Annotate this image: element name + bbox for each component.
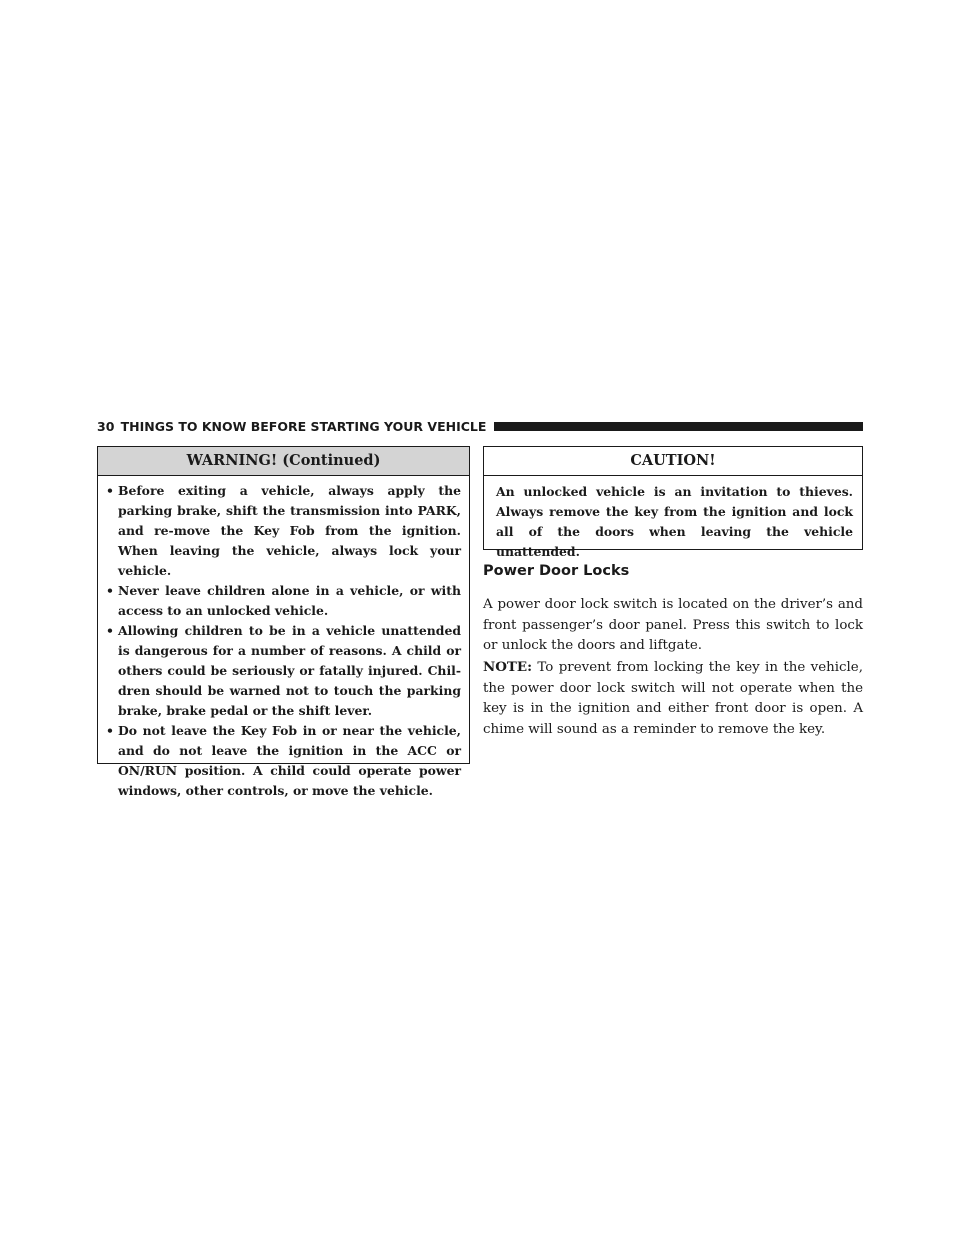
warning-list: [98, 476, 469, 801]
warning-box: [97, 446, 470, 798]
bullet-icon: •: [106, 583, 114, 598]
body-paragraph: A power door lock switch is located on the driver’s and front passenger’s door panel. Press this switch to lock or unlock the doors and liftgate.: [483, 597, 863, 653]
bullet-icon: •: [106, 483, 114, 498]
header-rule: [494, 422, 863, 431]
section-title: Power Door Locks: [483, 563, 630, 579]
note-paragraph: [483, 657, 863, 740]
warning-item: [106, 721, 461, 801]
page-number: 30: [97, 418, 115, 434]
warning-item-text: Allowing children to be in a vehicle unattended is dangerous for a number of reasons. A child or others could be seriously or fatally injured. Chil-dren should be warned not to touch the parking brake, brake pedal or the shift lever.: [118, 623, 461, 718]
chapter-title: THINGS TO KNOW BEFORE STARTING YOUR VEHICLE: [120, 418, 487, 434]
warning-item: [106, 621, 461, 721]
warning-item-text: Never leave children alone in a vehicle, or with access to an unlocked vehicle.: [118, 583, 461, 618]
caution-heading: CAUTION!: [484, 447, 862, 476]
warning-heading: WARNING! (Continued): [98, 447, 469, 476]
bullet-icon: •: [106, 623, 114, 638]
warning-item-text: Do not leave the Key Fob in or near the vehicle, and do not leave the ignition in the ACC or ON/RUN position. A child could operate power windows, other controls, or move the vehicle.: [118, 723, 461, 798]
warning-item: [106, 581, 461, 621]
note-text: To prevent from locking the key in the vehicle, the power door lock switch will not operate when the key is in the ignition and either front door is open. A chime will sound as a reminder to remove the key.: [483, 660, 863, 737]
warning-item-text: Before exiting a vehicle, always apply the parking brake, shift the transmission into PARK, and re-move the Key Fob from the ignition. When leaving the vehicle, always lock your vehicle.: [118, 483, 461, 578]
warning-item: [106, 481, 461, 581]
caution-body: An unlocked vehicle is an invitation to thieves. Always remove the key from the ignition and lock all of the doors when leaving the vehicle unattended.: [496, 484, 853, 559]
page-header: [97, 417, 863, 435]
note-label: NOTE:: [483, 659, 533, 675]
bullet-icon: •: [106, 723, 114, 738]
caution-box: [483, 446, 863, 559]
